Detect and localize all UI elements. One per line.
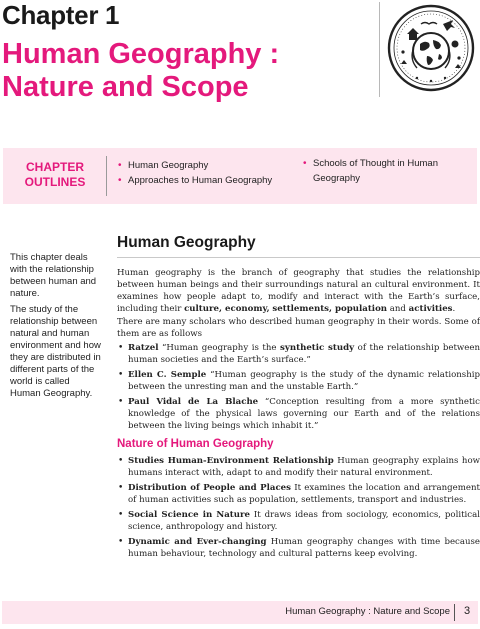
nature-text: Human geography explains how humans interact with, adapt to and modify their natural environment. <box>128 456 480 478</box>
chapter-outlines <box>3 148 477 204</box>
chapter-title-line2: Nature and Scope <box>2 71 249 103</box>
subsection-heading: Nature of Human Geography <box>117 438 274 450</box>
quote-item <box>117 396 480 432</box>
section-heading: Human Geography <box>117 233 480 258</box>
page-number: 3 <box>464 605 471 617</box>
outline-heading <box>15 160 95 190</box>
human-geography-seal-icon <box>387 4 475 92</box>
side-note-paragraph: This chapter deals with the relationship between human and nature. <box>10 252 97 299</box>
outline-item-line1: Schools of Thought in Human <box>313 158 438 169</box>
intro-text: Human geography is the branch of geography that studies the relationship between human beings and their surroundings natural an cultural environment. It examines how people adapt to, modify and interact with the Earth’s surface, including their <box>117 268 480 314</box>
quote-item <box>117 342 480 366</box>
quote-text: “Conception resulting from a more synthetic knowledge of the physical laws governing our Earth and of the relations between the living beings which inhabit it.” <box>128 397 480 431</box>
chapter-title-line1: Human Geography : <box>2 38 280 70</box>
scholar-name: Ratzel <box>128 343 159 353</box>
scholars-paragraph: There are many scholars who described human geography in their words. Some of them are as follows <box>117 317 480 339</box>
outline-item-line2: Geography <box>313 173 361 184</box>
running-title: Human Geography : Nature and Scope <box>285 606 450 617</box>
outline-heading-line2: OUTLINES <box>24 175 86 189</box>
intro-bold-1: culture, economy, <box>184 304 270 314</box>
scholar-name: Ellen C. Semple <box>128 370 207 380</box>
nature-text: Human geography changes with time because human behaviour, technology and cultural patterns keep evolving. <box>128 537 480 559</box>
nature-term: Dynamic and Ever-changing <box>128 537 267 547</box>
quote-text: “Human geography is the study of the dynamic relationship between the unresting man and the unstable Earth.” <box>128 370 480 392</box>
outline-item: • Human Geography <box>118 158 298 173</box>
header-divider <box>379 2 380 97</box>
nature-item <box>117 509 480 533</box>
quote-text: of the relationship between human societies and the Earth’s surface.” <box>128 343 480 365</box>
quote-text: “Human geography is the <box>158 343 281 353</box>
outline-item <box>303 156 463 186</box>
intro-paragraph <box>117 267 480 315</box>
side-note-paragraph: The study of the relationship between natural and human environment and how they are distributed in different parts of the world is called Human Geography. <box>10 304 101 399</box>
scholar-quotes <box>117 342 480 432</box>
outline-list-1 <box>118 158 298 188</box>
outline-separator <box>106 156 107 196</box>
outline-item: • Approaches to Human Geography <box>118 173 298 188</box>
outline-heading-line1: CHAPTER <box>25 160 84 174</box>
intro-end: . <box>452 304 456 314</box>
nature-item <box>117 536 480 560</box>
nature-list <box>117 455 480 560</box>
quote-item <box>117 369 480 393</box>
chapter-title <box>2 38 372 104</box>
outline-list-2 <box>303 156 463 186</box>
scholar-name: Paul Vidal de La Blache <box>128 397 259 407</box>
nature-text: It draws ideas from sociology, economics, political science, anthropology and history. <box>128 510 480 532</box>
main-content <box>117 233 480 563</box>
nature-item <box>117 482 480 506</box>
intro-bold-3: activities <box>408 304 453 314</box>
nature-term: Social Science in Nature <box>128 510 251 520</box>
side-note <box>10 252 102 400</box>
intro-and: and <box>387 304 409 314</box>
chapter-label: Chapter 1 <box>2 0 120 30</box>
nature-term: Distribution of People and Places <box>128 483 291 493</box>
nature-text: It examines the location and arrangement of human activities such as population, settlements, transport and industries. <box>128 483 480 505</box>
footer-separator <box>454 604 455 621</box>
nature-item <box>117 455 480 479</box>
page-footer <box>2 601 478 624</box>
intro-bold-2: settlements, population <box>272 304 388 314</box>
nature-term: Studies Human-Environment Relationship <box>128 456 334 466</box>
quote-bold: synthetic study <box>280 343 355 353</box>
